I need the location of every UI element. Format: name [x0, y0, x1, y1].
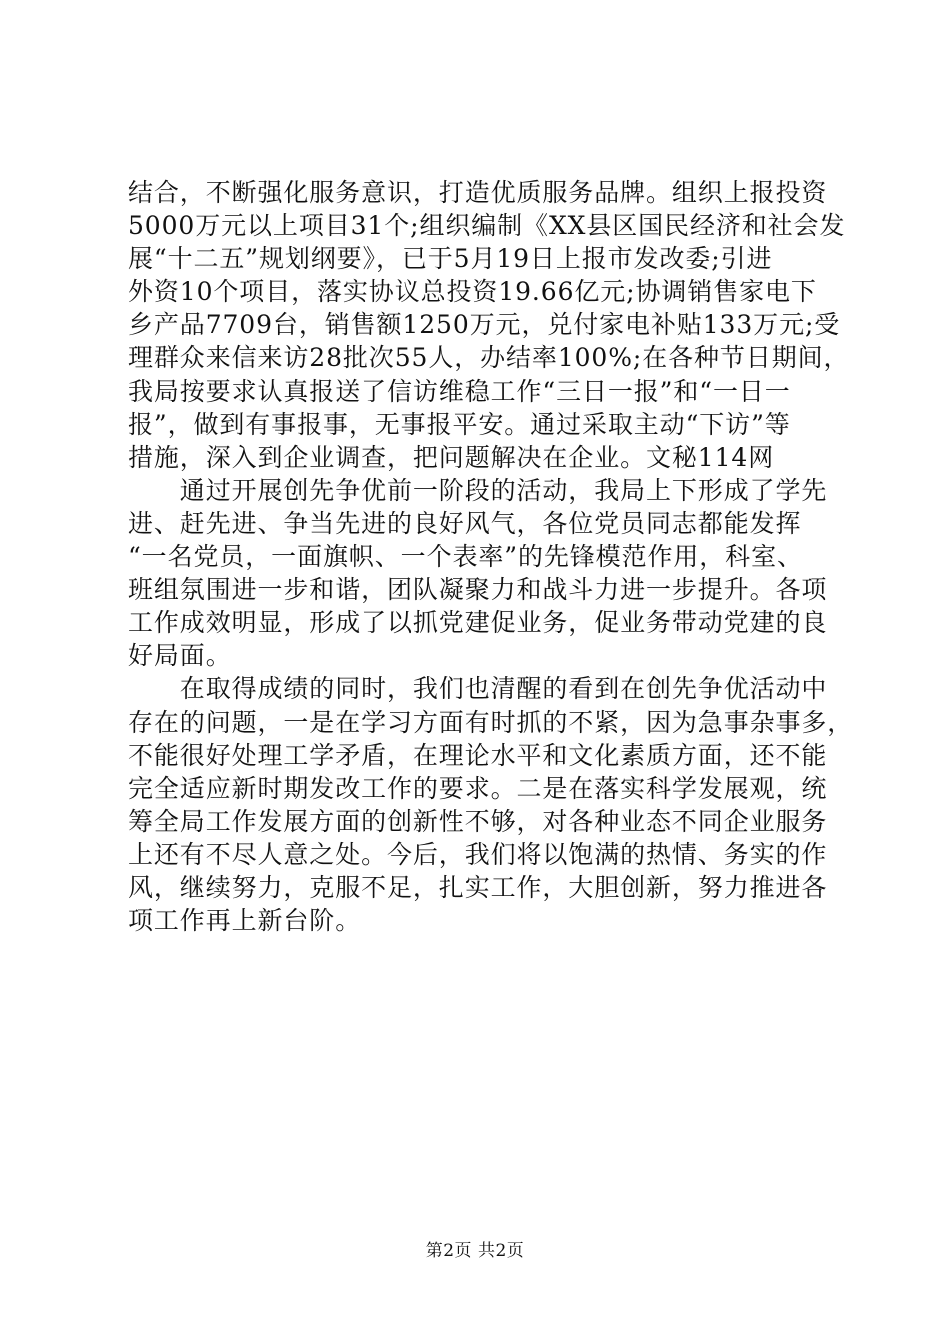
text-line: 项工作再上新台阶。 — [128, 906, 362, 936]
text-line: 理群众来信来访28批次55人，办结率100%;在各种节日期间， — [128, 343, 850, 373]
text-line: 不能很好处理工学矛盾，在理论水平和文化素质方面，还不能 — [128, 740, 828, 770]
text-line: 筹全局工作发展方面的创新性不够，对各种业态不同企业服务 — [128, 806, 828, 836]
text-line: 好局面。 — [128, 641, 232, 671]
body-text — [128, 176, 854, 937]
page-number: 第2页 共2页 — [425, 1241, 525, 1261]
text-line: 上还有不尽人意之处。今后，我们将以饱满的热情、务实的作 — [128, 839, 828, 869]
text-line: “一名党员，一面旗帜、一个表率”的先锋模范作用，科室、 — [128, 542, 803, 572]
text-line: 在取得成绩的同时，我们也清醒的看到在创先争优活动中 — [128, 674, 828, 704]
text-line: 5000万元以上项目31个;组织编制《XX县区国民经济和社会发 — [128, 211, 846, 241]
text-line: 工作成效明显，形成了以抓党建促业务，促业务带动党建的良 — [128, 608, 828, 638]
text-line: 乡产品7709台，销售额1250万元，兑付家电补贴133万元;受 — [128, 310, 841, 340]
text-line: 结合，不断强化服务意识，打造优质服务品牌。组织上报投资 — [128, 178, 828, 207]
text-line: 我局按要求认真报送了信访维稳工作“三日一报”和“一日一 — [128, 376, 791, 406]
text-line: 班组氛围进一步和谐，团队凝聚力和战斗力进一步提升。各项 — [128, 575, 828, 605]
text-line: 存在的问题，一是在学习方面有时抓的不紧，因为急事杂事多， — [128, 707, 854, 737]
text-line: 进、赶先进、争当先进的良好风气，各位党员同志都能发挥 — [128, 508, 802, 538]
text-line: 通过开展创先争优前一阶段的活动，我局上下形成了学先 — [128, 475, 828, 505]
text-line: 展“十二五”规划纲要》，已于5月19日上报市发改委;引进 — [128, 244, 773, 274]
text-line: 报”，做到有事报事，无事报平安。通过采取主动“下访”等 — [128, 409, 791, 439]
text-line: 完全适应新时期发改工作的要求。二是在落实科学发展观，统 — [128, 773, 828, 803]
text-line: 措施，深入到企业调查，把问题解决在企业。文秘114网 — [128, 442, 775, 472]
text-line: 外资10个项目，落实协议总投资19.66亿元;协调销售家电下 — [128, 277, 817, 307]
text-line: 风，继续努力，克服不足，扎实工作，大胆创新，努力推进各 — [128, 872, 828, 902]
page-footer — [0, 1240, 950, 1262]
